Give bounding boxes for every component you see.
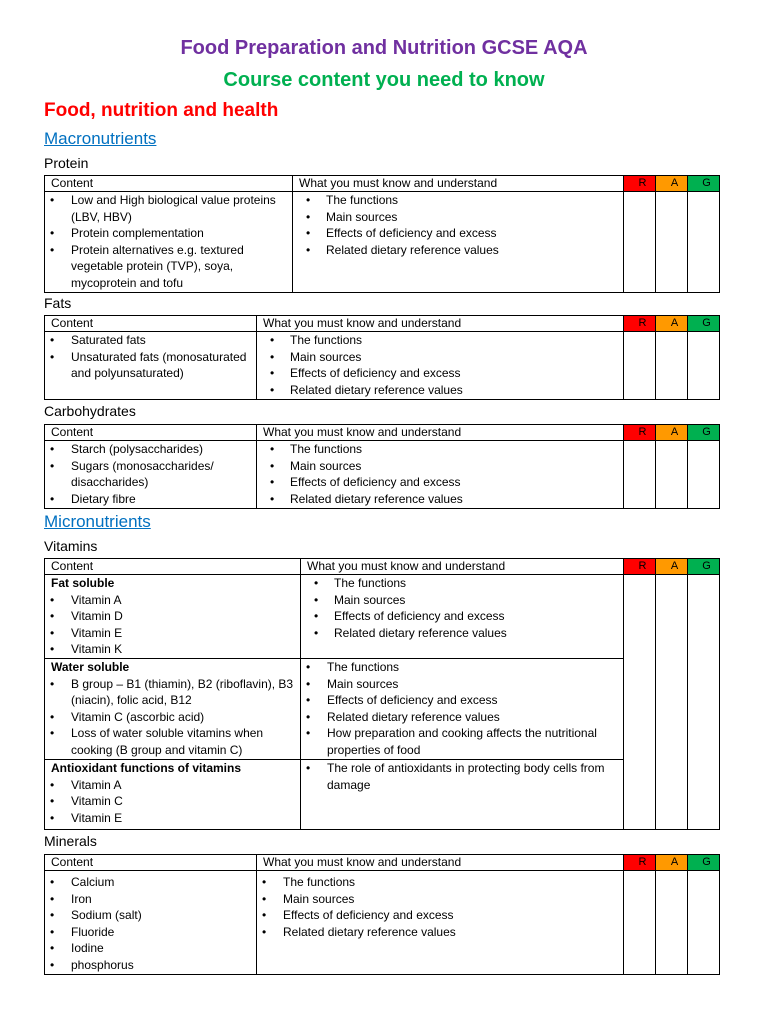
list-item: • Main sources	[262, 891, 623, 908]
list-item: • Iodine	[50, 940, 256, 957]
rag-red-cell[interactable]	[624, 441, 656, 509]
rag-green-cell[interactable]	[688, 575, 720, 830]
rag-red-cell[interactable]	[624, 871, 656, 975]
content-cell	[45, 192, 293, 293]
list-item: • Effects of deficiency and excess	[306, 692, 623, 709]
rag-red-header: R	[624, 425, 656, 441]
group-heading: Water soluble	[51, 660, 130, 674]
rag-green-header: G	[688, 176, 720, 192]
list-item: • The functions	[306, 659, 623, 676]
fats-table	[44, 315, 720, 400]
rag-green-cell[interactable]	[688, 871, 720, 975]
list-item: • Main sources	[262, 458, 623, 475]
micronutrients-heading: Micronutrients	[44, 512, 151, 531]
list-item: • Saturated fats	[50, 332, 256, 349]
know-header: What you must know and understand	[257, 855, 624, 871]
list-item: • Low and High biological value proteins (LBV, HBV)	[50, 192, 292, 225]
rag-green-header: G	[688, 855, 720, 871]
list-item: • Vitamin A	[50, 777, 300, 794]
section-title: Food, nutrition and health	[44, 100, 279, 121]
rag-amber-header: A	[656, 559, 688, 575]
know-cell	[257, 332, 624, 400]
content-cell	[45, 659, 301, 760]
list-item: • Unsaturated fats (monosaturated and polyunsaturated)	[50, 349, 256, 382]
rag-red-cell[interactable]	[624, 192, 656, 293]
rag-amber-cell[interactable]	[656, 575, 688, 830]
list-item: • The functions	[306, 575, 623, 592]
list-item: • Vitamin D	[50, 608, 300, 625]
list-item: • Related dietary reference values	[262, 491, 623, 508]
rag-green-header: G	[688, 425, 720, 441]
list-item: • Sugars (monosaccharides/ disaccharides)	[50, 458, 256, 491]
list-item: • Effects of deficiency and excess	[262, 365, 623, 382]
content-cell	[45, 332, 257, 400]
list-item: • Starch (polysaccharides)	[50, 441, 256, 458]
protein-table	[44, 175, 720, 293]
know-header: What you must know and understand	[257, 425, 624, 441]
rag-red-header: R	[624, 316, 656, 332]
rag-amber-cell[interactable]	[656, 192, 688, 293]
list-item: • Vitamin C	[50, 793, 300, 810]
content-cell	[45, 871, 257, 975]
list-item: • Vitamin E	[50, 810, 300, 827]
rag-green-header: G	[688, 559, 720, 575]
list-item: • Related dietary reference values	[306, 709, 623, 726]
list-item: • The role of antioxidants in protecting body cells from damage	[306, 760, 623, 793]
carbohydrates-label: Carbohydrates	[44, 403, 136, 419]
list-item: • Loss of water soluble vitamins when cooking (B group and vitamin C)	[50, 725, 300, 758]
document-title: Food Preparation and Nutrition GCSE AQA	[180, 37, 588, 59]
know-header: What you must know and understand	[301, 559, 624, 575]
list-item: • The functions	[262, 874, 623, 891]
list-item: • The functions	[298, 192, 623, 209]
rag-red-cell[interactable]	[624, 332, 656, 400]
list-item: • Effects of deficiency and excess	[298, 225, 623, 242]
minerals-table	[44, 854, 720, 975]
fats-label: Fats	[44, 295, 72, 311]
content-cell	[45, 760, 301, 830]
rag-red-header: R	[624, 855, 656, 871]
rag-amber-cell[interactable]	[656, 441, 688, 509]
list-item: • Iron	[50, 891, 256, 908]
vitamins-label: Vitamins	[44, 538, 98, 554]
content-header: Content	[45, 855, 257, 871]
list-item: • How preparation and cooking affects the nutritional properties of food	[306, 725, 623, 758]
list-item: • Protein complementation	[50, 225, 292, 242]
document-subtitle: Course content you need to know	[223, 69, 545, 91]
list-item: • Main sources	[306, 676, 623, 693]
list-item: • Main sources	[306, 592, 623, 609]
know-cell	[301, 659, 624, 760]
rag-amber-cell[interactable]	[656, 871, 688, 975]
content-cell	[45, 441, 257, 509]
vitamins-table	[44, 558, 720, 830]
rag-amber-header: A	[656, 425, 688, 441]
carbohydrates-table	[44, 424, 720, 509]
list-item: • Related dietary reference values	[262, 382, 623, 399]
rag-green-cell[interactable]	[688, 192, 720, 293]
rag-red-cell[interactable]	[624, 575, 656, 830]
know-cell	[293, 192, 624, 293]
know-cell	[257, 871, 624, 975]
protein-label: Protein	[44, 155, 89, 171]
list-item: • Dietary fibre	[50, 491, 256, 508]
list-item: • Related dietary reference values	[298, 242, 623, 259]
list-item: • Related dietary reference values	[306, 625, 623, 642]
list-item: • Effects of deficiency and excess	[262, 907, 623, 924]
list-item: • phosphorus	[50, 957, 256, 974]
list-item: • Vitamin C (ascorbic acid)	[50, 709, 300, 726]
rag-amber-header: A	[656, 176, 688, 192]
list-item: • Vitamin E	[50, 625, 300, 642]
list-item: • Vitamin A	[50, 592, 300, 609]
content-header: Content	[45, 425, 257, 441]
content-cell	[45, 575, 301, 659]
rag-amber-cell[interactable]	[656, 332, 688, 400]
rag-green-cell[interactable]	[688, 332, 720, 400]
list-item: • Main sources	[298, 209, 623, 226]
macronutrients-heading: Macronutrients	[44, 129, 157, 148]
list-item: • The functions	[262, 332, 623, 349]
content-header: Content	[45, 176, 293, 192]
rag-amber-header: A	[656, 316, 688, 332]
know-cell	[301, 760, 624, 830]
know-header: What you must know and understand	[293, 176, 624, 192]
list-item: • Sodium (salt)	[50, 907, 256, 924]
rag-amber-header: A	[656, 855, 688, 871]
list-item: • Protein alternatives e.g. textured vegetable protein (TVP), soya, mycoprotein and tofu	[50, 242, 292, 292]
know-header: What you must know and understand	[257, 316, 624, 332]
list-item: • Vitamin K	[50, 641, 300, 658]
rag-green-cell[interactable]	[688, 441, 720, 509]
know-cell	[301, 575, 624, 659]
group-heading: Antioxidant functions of vitamins	[51, 761, 242, 775]
list-item: • The functions	[262, 441, 623, 458]
list-item: • Calcium	[50, 874, 256, 891]
list-item: • B group – B1 (thiamin), B2 (riboflavin), B3 (niacin), folic acid, B12	[50, 676, 300, 709]
content-header: Content	[45, 316, 257, 332]
list-item: • Effects of deficiency and excess	[306, 608, 623, 625]
rag-red-header: R	[624, 559, 656, 575]
rag-green-header: G	[688, 316, 720, 332]
list-item: • Related dietary reference values	[262, 924, 623, 941]
list-item: • Fluoride	[50, 924, 256, 941]
minerals-label: Minerals	[44, 833, 97, 849]
content-header: Content	[45, 559, 301, 575]
list-item: • Main sources	[262, 349, 623, 366]
rag-red-header: R	[624, 176, 656, 192]
list-item: • Effects of deficiency and excess	[262, 474, 623, 491]
know-cell	[257, 441, 624, 509]
group-heading: Fat soluble	[51, 576, 115, 590]
